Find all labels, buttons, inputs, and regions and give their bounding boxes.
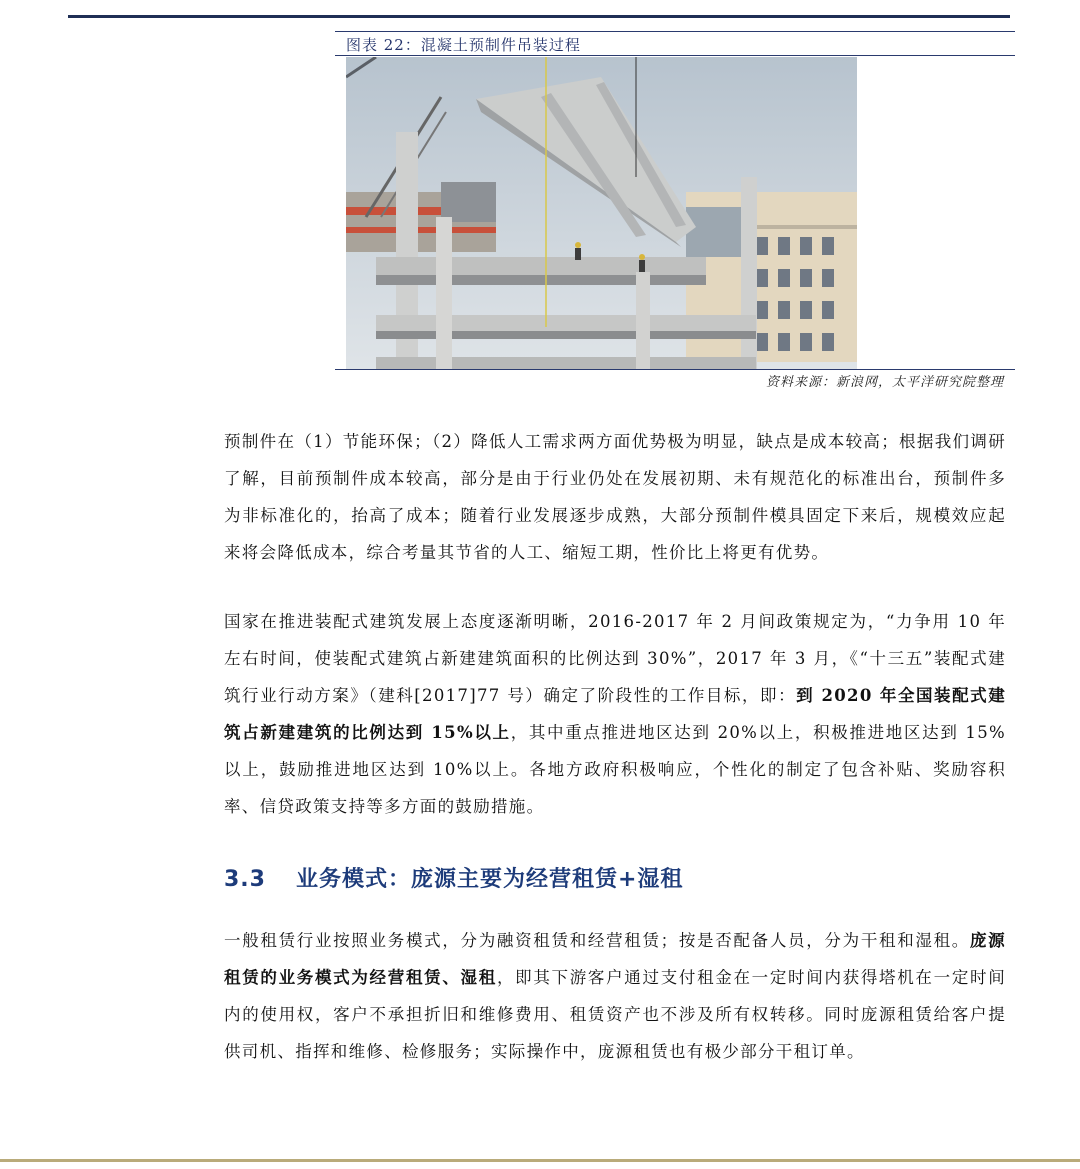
- figure-title-rule: [335, 55, 1015, 56]
- paragraph-policy-text-2: ，其中重点推进地区达到 20%以上，积极推进地区达到 15%以上，鼓励推进地区达到 10%以上。各地方政府积极响应，个性化的制定了包含补贴、奖励容积率、信贷政策支持等多方面的鼓励措施。: [224, 723, 1007, 816]
- header-rule: [68, 15, 1010, 18]
- figure-bottom-rule: [335, 369, 1015, 370]
- figure-source: 资料来源：新浪网，太平洋研究院整理: [765, 375, 1004, 390]
- paragraph-business-text-2: ，即其下游客户通过支付租金在一定时间内获得塔机在一定时间内的使用权，客户不承担折旧和维修费用、租赁资产也不涉及所有权转移。同时庞源租赁给客户提供司机、指挥和维修、检修服务；实际操作中，庞源租赁也有极少部分干租订单。: [224, 968, 1007, 1061]
- construction-photo: [346, 57, 857, 369]
- paragraph-policy-highlight: 到 2020 年全国装配式建筑占新建建筑的比例达到 15%以上: [224, 686, 1006, 742]
- paragraph-policy: [224, 603, 1006, 825]
- figure-top-rule: [335, 31, 1015, 32]
- section-title: 业务模式：庞源主要为经营租赁+湿租: [295, 867, 684, 892]
- paragraph-prefabrication: 预制件在（1）节能环保；（2）降低人工需求两方面优势极为明显，缺点是成本较高；根据我们调研了解，目前预制件成本较高，部分是由于行业仍处在发展初期、未有规范化的标准出台，预制件多为非标准化的，抬高了成本；随着行业发展逐步成熟，大部分预制件模具固定下来后，规模效应起来将会降低成本，综合考量其节省的人工、缩短工期，性价比上将更有优势。: [224, 432, 1006, 562]
- figure-title: 图表 22：混凝土预制件吊装过程: [346, 36, 581, 54]
- footer-rule: [0, 1159, 1080, 1162]
- paragraph-business-model: [224, 922, 1006, 1070]
- paragraph-business-highlight: 庞源租赁的业务模式为经营租赁、湿租: [224, 931, 1006, 987]
- paragraph-business-text-1: 一般租赁行业按照业务模式，分为融资租赁和经营租赁；按是否配备人员，分为干租和湿租。: [224, 931, 970, 950]
- paragraph-policy-text-1: 国家在推进装配式建筑发展上态度逐渐明晰，2016-2017 年 2 月间政策规定为，“力争用 10 年左右时间，使装配式建筑占新建建筑面积的比例达到 30%”，2017 年 3 月，《“十三五”装配式建筑行业行动方案》（建科[2017]77 号）确定了阶段性的工作目标，即：: [224, 612, 1006, 705]
- section-heading: [224, 862, 683, 893]
- section-number: 3.3: [224, 867, 266, 892]
